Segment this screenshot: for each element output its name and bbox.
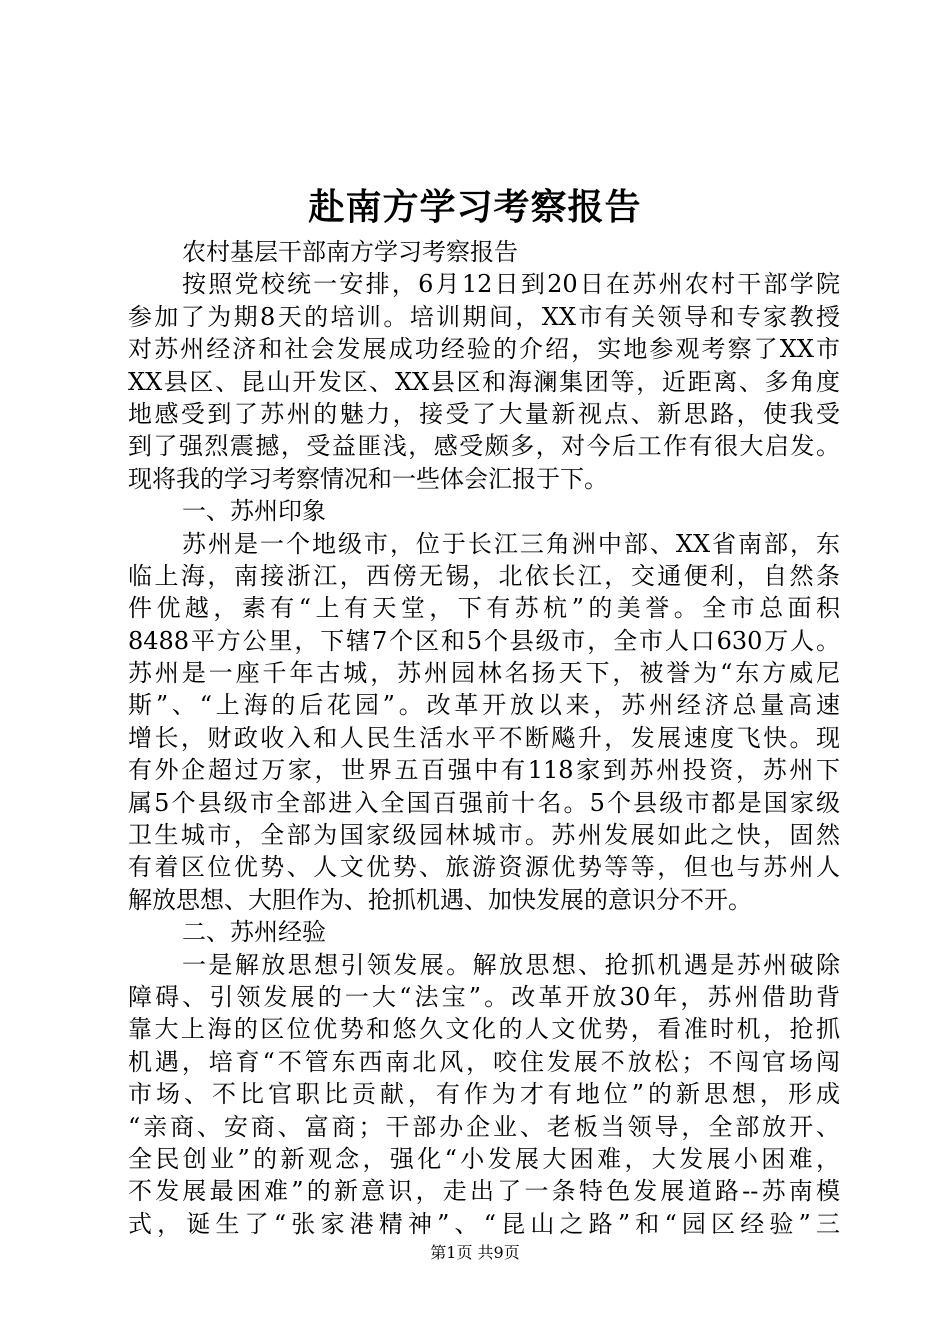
- paragraph-line: 参加了为期8天的培训。培训期间，XX市有关领导和专家教授: [128, 302, 840, 331]
- paragraph-line: 属5个县级市全部进入全国百强前十名。5个县级市都是国家级: [128, 788, 840, 817]
- paragraph-line: 卫生城市，全部为国家级园林城市。苏州发展如此之快，固然: [128, 821, 840, 850]
- paragraph-line: 障碍、引领发展的一大“法宝”。改革开放30年，苏州借助背: [128, 982, 840, 1011]
- paragraph-line: 苏州是一个地级市，位于长江三角洲中部、XX省南部，东: [182, 529, 840, 558]
- paragraph-line: XX县区、昆山开发区、XX县区和海澜集团等，近距离、多角度: [128, 367, 840, 396]
- paragraph-line: 按照党校统一安排，6月12日到20日在苏州农村干部学院: [182, 270, 840, 299]
- paragraph-line: 现将我的学习考察情况和一些体会汇报于下。: [128, 464, 608, 493]
- paragraph-line: 不发展最困难”的新意识，走出了一条特色发展道路--苏南模: [128, 1177, 840, 1206]
- section-heading: 一、苏州印象: [182, 497, 326, 526]
- paragraph-line: 全民创业”的新观念，强化“小发展大困难，大发展小困难，: [128, 1144, 840, 1173]
- paragraph-line: 增长，财政收入和人民生活水平不断飚升，发展速度飞快。现: [128, 723, 840, 752]
- paragraph-line: 机遇，培育“不管东西南北风，咬住发展不放松；不闯官场闯: [128, 1047, 840, 1076]
- paragraph-line: 到了强烈震撼，受益匪浅，感受颇多，对今后工作有很大启发。: [128, 432, 840, 461]
- paragraph-line: 斯”、“上海的后花园”。改革开放以来，苏州经济总量高速: [128, 691, 840, 720]
- paragraph-line: 式，诞生了“张家港精神”、“昆山之路”和“园区经验”三: [128, 1209, 840, 1238]
- paragraph-line: 一是解放思想引领发展。解放思想、抢抓机遇是苏州破除: [182, 950, 840, 979]
- document-title: 赴南方学习考察报告: [308, 186, 642, 228]
- paragraph-line: 临上海，南接浙江，西傍无锡，北依长江，交通便利，自然条: [128, 561, 840, 590]
- paragraph-line: 靠大上海的区位优势和悠久文化的人文优势，看准时机，抢抓: [128, 1015, 840, 1044]
- subtitle-line: 农村基层干部南方学习考察报告: [182, 238, 518, 266]
- paragraph-line: 有着区位优势、人文优势、旅游资源优势等等，但也与苏州人: [128, 853, 840, 882]
- paragraph-line: 苏州是一座千年古城，苏州园林名扬天下，被誉为“东方威尼: [128, 659, 840, 688]
- paragraph-line: 件优越，素有“上有天堂，下有苏杭”的美誉。全市总面积: [128, 594, 840, 623]
- paragraph-line: 地感受到了苏州的魅力，接受了大量新视点、新思路，使我受: [128, 399, 840, 428]
- paragraph-line: 有外企超过万家，世界五百强中有118家到苏州投资，苏州下: [128, 756, 840, 785]
- document-body: [128, 236, 840, 1240]
- paragraph-line: 8488平方公里，下辖7个区和5个县级市，全市人口630万人。: [128, 626, 840, 655]
- page-footer: 第1页 共9页: [430, 1243, 520, 1262]
- paragraph-line: “亲商、安商、富商；干部办企业、老板当领导，全部放开、: [128, 1112, 840, 1141]
- paragraph-line: 对苏州经济和社会发展成功经验的介绍，实地参观考察了XX市: [128, 335, 840, 364]
- paragraph-line: 解放思想、大胆作为、抢抓机遇、加快发展的意识分不开。: [128, 885, 752, 914]
- section-heading: 二、苏州经验: [182, 918, 326, 947]
- paragraph-line: 市场、不比官职比贡献，有作为才有地位”的新思想，形成: [128, 1080, 840, 1109]
